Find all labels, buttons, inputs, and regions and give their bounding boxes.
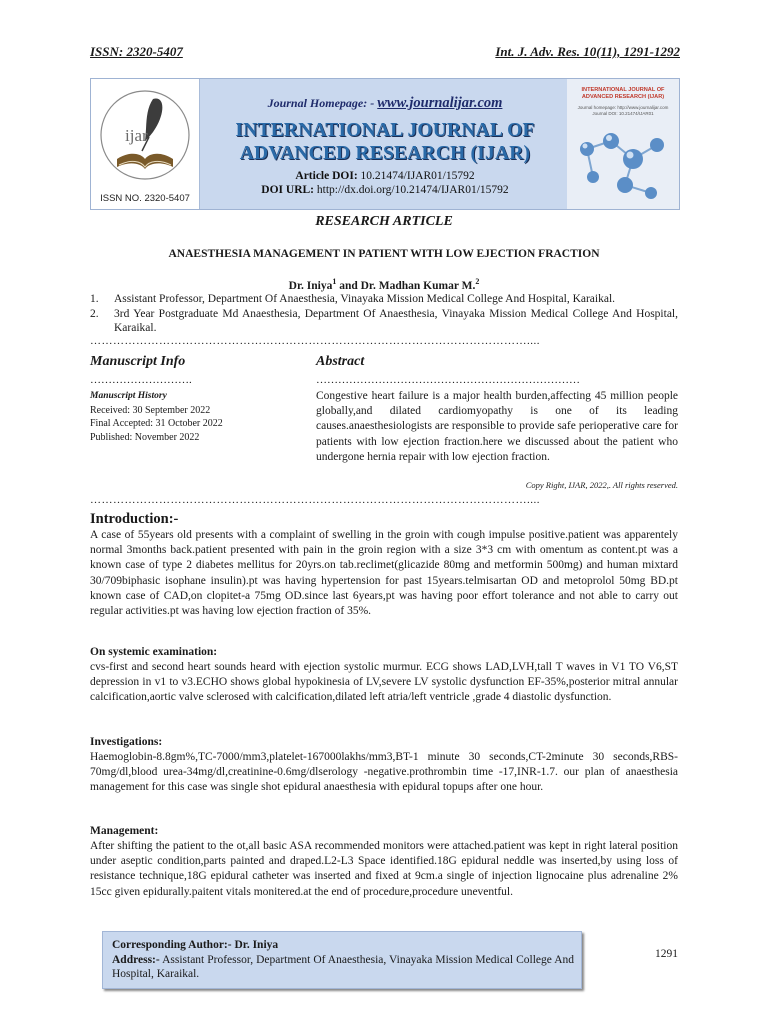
- doi-url-label: DOI URL:: [261, 184, 315, 196]
- systemic-text: cvs-first and second heart sounds heard with ejection systolic murmur. ECG shows LAD,LVH,tall T waves in V1 TO V6,ST depression in v1 to v3.ECHO shows global hypokinesia of LV,severe LV systolic dysfunction EF-35%,posterior mitral annular calcification,aortic valve sclerosed with calcification,dilated left atria/left ventricle ,grade 4 diastolic dysfunction.: [90, 661, 678, 704]
- article-doi: 10.21474/IJAR01/15792: [360, 170, 475, 182]
- address-label: Address:-: [112, 953, 160, 966]
- affiliation-item: 2. 3rd Year Postgraduate Md Anaesthesia, Department Of Anaesthesia, Vinayaka Mission Medical College And Hospital, Karaikal.: [90, 307, 678, 334]
- journal-title-line1: INTERNATIONAL JOURNAL OF: [235, 120, 535, 141]
- corr-name: Dr. Iniya: [234, 939, 279, 951]
- article-title: ANAESTHESIA MANAGEMENT IN PATIENT WITH LOW EJECTION FRACTION: [168, 248, 600, 260]
- corr-label: Corresponding Author:-: [112, 939, 232, 951]
- logo-issn: ISSN NO. 2320-5407: [100, 193, 190, 204]
- published-date: Published: November 2022: [90, 431, 200, 443]
- abstract-heading: Abstract: [316, 354, 365, 369]
- address-text: Assistant Professor, Department Of Anaesthesia, Vinayaka Mission Medical College And Hospital, Karaikal.: [112, 953, 575, 980]
- journal-title-line2: ADVANCED RESEARCH (IJAR): [239, 143, 531, 164]
- investigations-heading: Investigations:: [90, 736, 163, 748]
- doi-block: [203, 169, 567, 197]
- issn-text: ISSN: 2320-5407: [90, 44, 183, 59]
- molecule-icon: [567, 119, 679, 209]
- separator-dots: ……………………………………………………………………………………………………....: [90, 494, 540, 506]
- logo-text: ijar: [125, 126, 148, 145]
- homepage-label: Journal Homepage: -: [267, 96, 375, 110]
- journal-banner: [90, 78, 680, 210]
- running-header: [90, 44, 680, 66]
- copyright: Copy Right, IJAR, 2022,. All rights reserved.: [525, 480, 678, 490]
- quill-book-icon: [95, 85, 195, 193]
- accepted-date: Final Accepted: 31 October 2022: [90, 418, 223, 429]
- author-line: Dr. Iniya$^1$ and Dr. Madhan Kumar M.$^2$: [288, 277, 480, 292]
- manuscript-info-dots: ……………………….: [90, 374, 192, 386]
- manuscript-info-heading: Manuscript Info: [90, 354, 186, 369]
- corresponding-author-box: [102, 931, 582, 989]
- affiliation-item: 1. Assistant Professor, Department Of Anaesthesia, Vinayaka Mission Medical College And Hospital, Karaikal.: [90, 293, 616, 305]
- history-label: Manuscript History: [90, 391, 167, 401]
- investigations-text: Haemoglobin-8.8gm%,TC-7000/mm3,platelet-167000lakhs/mm3,BT-1 minute 30 seconds,CT-2minute 30 seconds,RBS-70mg/dl,blood urea-34mg/dl,creatinine-0.6mg/dlserology -negative.prothrombin time -17,INR-1.7. our plan of anaesthesia management for this case was single shot epidural anaesthesia with epidural topups after one hour.: [90, 751, 678, 794]
- management-text: After shifting the patient to the ot,all basic ASA recommended monitors were attached.patient was kept in right lateral position under aseptic condition,parts painted and draped.L2-L3 Space identified.18G epidural neddle was inserted,by using loss of resistance technique,18G epidural catheter was inserted and fixed at 9cm.a single of injection lignocaine plus adrenaline 2% 15cc given epidurally.paitent vitals monitered.at the end of procedure,procedure uneventful.: [90, 840, 678, 898]
- article-type: RESEARCH ARTICLE: [315, 214, 453, 229]
- author-1: Dr. Iniya: [288, 279, 333, 292]
- abstract-text: Congestive heart failure is a major health burden,affecting 45 million people globally,and dilated cardiomyopathy is one of its leading causes.anaesthesiologists are responsible to provide safe perioperative care for patients with low ejection fraction.here we discussed about the patient who undergone hernia repair with low ejection fraction.: [316, 390, 678, 463]
- cover-title: INTERNATIONAL JOURNAL OF ADVANCED RESEARCH (IJAR): [581, 87, 665, 100]
- doi-url-link[interactable]: http://dx.doi.org/10.21474/IJAR01/15792: [316, 184, 509, 196]
- citation-text: Int. J. Adv. Res. 10(11), 1291-1292: [495, 44, 680, 59]
- manuscript-history: [90, 390, 300, 444]
- abstract-dots: ………………………………………………………………: [316, 374, 580, 386]
- journal-homepage: [203, 95, 567, 112]
- article-doi-label: Article DOI:: [295, 170, 358, 182]
- author-2: Dr. Madhan Kumar M.: [360, 279, 476, 292]
- affiliation-list: [90, 292, 678, 336]
- introduction-heading: Introduction:-: [90, 511, 179, 527]
- cover-subtitle: Journal homepage: http://www.journalijar.com Journal DOI: 10.21474/IJAR01: [577, 105, 669, 116]
- homepage-link[interactable]: www.journalijar.com: [377, 95, 503, 111]
- journal-title: [203, 119, 567, 165]
- received-date: Received: 30 September 2022: [90, 404, 211, 416]
- separator-dots: ……………………………………………………………………………………………………....: [90, 335, 540, 347]
- journal-logo: [91, 79, 200, 209]
- page-number: 1291: [655, 948, 678, 960]
- management-heading: Management:: [90, 825, 159, 837]
- journal-cover: [567, 79, 679, 209]
- introduction-text: A case of 55years old presents with a complaint of swelling in the groin with cough impulse positive.patient was apparentely normal 3months back.patient presented with pain in the groin region with a size 3*3 cm with omentum as content.pt was a known case of type 2 diabetes mellitus for 20yrs.on tab.reclimet(glicazide 80mg and metformin 500mg) and human mixtard 30/709biphasic isophane insulin).pt was having hypertension for past 15years.telmisartan OD and metoprolol 50mg BD.pt known case of CAD,on clopitet-a 75mg OD.since last 6years,pt was having poor effort tolerance and not able to carry out regular activities.pt was having low ejection fraction of 35%.: [90, 529, 678, 618]
- systemic-heading: On systemic examination:: [90, 646, 218, 658]
